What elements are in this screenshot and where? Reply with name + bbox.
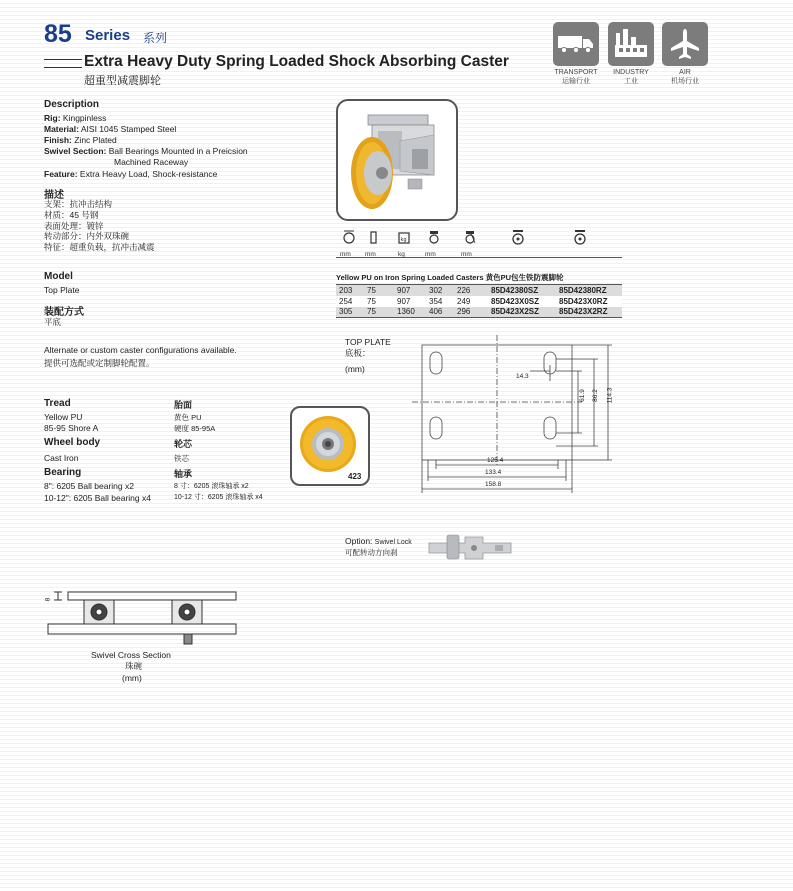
title-rule: [44, 59, 82, 68]
top-plate-label: TOP PLATE: [345, 337, 391, 347]
wheel-diameter-icon: [342, 229, 356, 245]
description-cn-1: 支架：抗冲击结构: [44, 199, 113, 209]
bearing-value-1-cn: 8 寸：6205 滚珠轴承 x2: [174, 483, 249, 490]
table-row: 305 75 1360 406 296 85D423X2SZ 85D423X2RZ: [336, 307, 622, 318]
material-line: Material: AISI 1045 Stamped Steel: [44, 124, 177, 134]
spec-table: [336, 284, 622, 318]
cross-section-label-cn: 珠碗: [125, 661, 143, 671]
dim-61-9: 61.9: [578, 389, 586, 402]
bearing-value-2-cn: 10-12 寸：6205 滚珠轴承 x4: [174, 494, 263, 501]
swivel-lock-image: [425, 531, 515, 563]
bearing-heading-cn: 轴承: [174, 469, 193, 479]
alternate-note-cn: 提供可选配或定制脚轮配置。: [44, 358, 155, 368]
tread-heading: Tread: [44, 398, 71, 409]
caster-image: [336, 99, 458, 221]
description-cn-3: 表面处理：镀锌: [44, 221, 104, 231]
wheel-width-icon: [367, 229, 381, 245]
tread-value-2: 85-95 Shore A: [44, 423, 99, 433]
table-title: Yellow PU on Iron Spring Loaded Casters 黄色PU包生铁防震脚轮: [336, 273, 564, 282]
tread-value-1-cn: 黄色 PU: [174, 413, 202, 422]
svg-text:kg: kg: [400, 237, 407, 243]
spec-icons-row: [336, 227, 622, 258]
series-number: 85: [44, 20, 72, 48]
wheel-body-value: Cast Iron: [44, 453, 79, 463]
page-title-cn: 超重型减震脚轮: [84, 75, 161, 87]
rigid-caster-icon: [571, 229, 589, 245]
description-cn-heading: 描述: [44, 190, 64, 201]
truck-icon: [553, 22, 599, 66]
swivel-cross-section-drawing: [44, 586, 239, 648]
airplane-icon: [662, 22, 708, 66]
industry-transport: TRANSPORT 运输行业: [553, 22, 599, 86]
unit-label: mm: [340, 251, 351, 258]
model-heading: Model: [44, 271, 73, 282]
factory-icon: [608, 22, 654, 66]
dim-14-3: 14.3: [516, 373, 529, 380]
page-title: Extra Heavy Duty Spring Loaded Shock Absorbing Caster: [84, 53, 509, 70]
dim-86-2: 86.2: [591, 389, 599, 402]
industry-air: AIR 机场行业: [662, 22, 708, 86]
tread-heading-cn: 胎面: [174, 400, 193, 410]
wheel-body-heading: Wheel body: [44, 437, 101, 448]
bearing-heading: Bearing: [44, 467, 82, 478]
top-plate-label-cn: 底板：: [345, 348, 371, 358]
swivel-line-2: Machined Raceway: [114, 157, 189, 167]
description-heading: Description: [44, 99, 100, 110]
swivel-line: Swivel Section: Ball Bearings Mounted in a Preicsion: [44, 146, 248, 156]
cross-section-dim: 8: [44, 597, 52, 602]
description-cn-4: 转动部分：内外双珠碗: [44, 231, 130, 241]
rig-line: Rig: Kingpinless: [44, 113, 107, 123]
dim-158-8: 158.8: [485, 481, 502, 488]
model-heading-cn: 装配方式: [44, 307, 84, 318]
unit-label: mm: [461, 251, 472, 258]
dim-125-4: 125.4: [487, 457, 504, 464]
table-row: 203 75 907 302 226 85D42380SZ 85D42380RZ: [336, 285, 622, 296]
tread-value-1: Yellow PU: [44, 412, 83, 422]
table-row: 254 75 907 354 249 85D423X0SZ 85D423X0RZ: [336, 296, 622, 307]
unit-label: mm: [425, 251, 436, 258]
feature-line: Feature: Extra Heavy Load, Shock-resistance: [44, 169, 218, 179]
overall-height-icon: [427, 229, 441, 245]
wheel-body-heading-cn: 轮芯: [174, 439, 193, 449]
cross-section-label: Swivel Cross Section: [91, 650, 171, 660]
option-label: Option: Swivel Lock: [345, 536, 412, 546]
dim-114-3: 114.3: [606, 387, 614, 404]
finish-line: Finish: Zinc Plated: [44, 135, 117, 145]
option-label-cn: 可配转动方向刹: [345, 548, 398, 557]
wheel-code: 423: [348, 472, 362, 481]
cross-section-unit: (mm): [122, 673, 142, 683]
tread-value-2-cn: 硬度 85-95A: [174, 424, 216, 433]
model-value-cn: 平底: [44, 317, 62, 327]
load-capacity-icon: [397, 229, 411, 245]
wheel-body-value-cn: 铁芯: [174, 454, 189, 463]
description-cn-2: 材质：45 号钢: [44, 210, 99, 220]
series-word: Series: [85, 27, 131, 44]
swivel-radius-icon: [463, 229, 477, 245]
dim-133-4: 133.4: [485, 469, 502, 476]
series-cn: 系列: [143, 31, 168, 45]
description-cn-5: 特征：超重负载，抗冲击减震: [44, 242, 155, 252]
unit-label: kg: [398, 251, 405, 258]
swivel-caster-icon: [509, 229, 527, 245]
top-plate-drawing: [400, 335, 620, 495]
industry-industry: INDUSTRY 工业: [608, 22, 654, 86]
unit-label: mm: [365, 251, 376, 258]
bearing-value-2: 10-12": 6205 Ball bearing x4: [44, 493, 151, 503]
alternate-note: Alternate or custom caster configurations available.: [44, 345, 237, 355]
top-plate-unit: (mm): [345, 364, 365, 374]
bearing-value-1: 8": 6205 Ball bearing x2: [44, 481, 134, 491]
model-value: Top Plate: [44, 285, 80, 295]
